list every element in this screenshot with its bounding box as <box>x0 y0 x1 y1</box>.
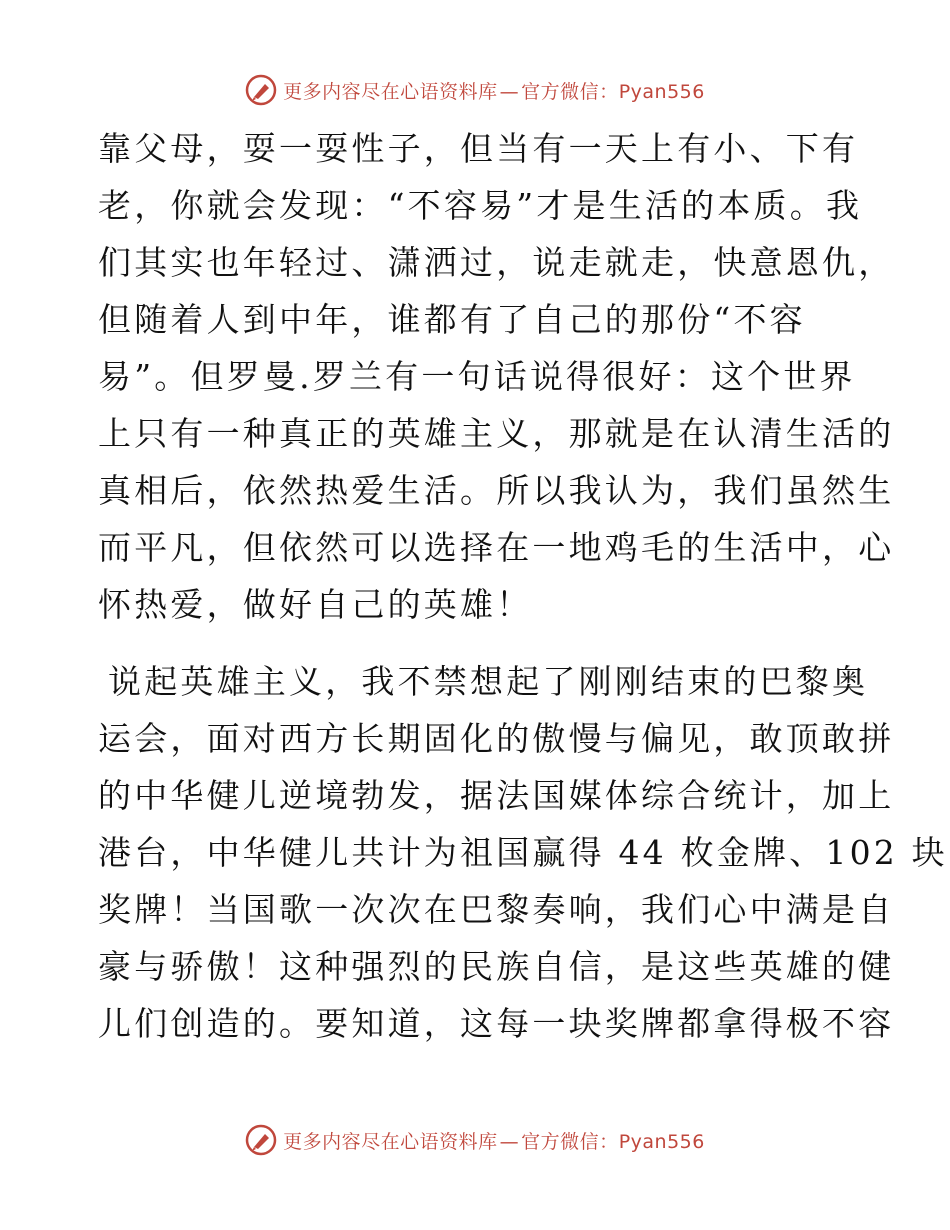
watermark-wechat-id: Pyan556 <box>618 80 705 103</box>
pen-nib-logo-icon <box>245 74 277 106</box>
header-watermark <box>0 70 950 110</box>
text-line: 运会，面对西方长期固化的傲慢与偏见，敢顶敢拼 <box>98 719 895 758</box>
watermark-brand: 更多内容尽在心语资料库 <box>283 1130 498 1153</box>
text-line: 们其实也年轻过、潇洒过，说走就走，快意恩仇， <box>98 243 895 282</box>
text-line: 奖牌！当国歌一次次在巴黎奏响，我们心中满是自 <box>98 890 895 929</box>
text-line: 说起英雄主义，我不禁想起了刚刚结束的巴黎奥 <box>108 662 869 701</box>
text-line: 怀热爱，做好自己的英雄！ <box>98 585 533 624</box>
watermark-dash: — <box>499 80 520 103</box>
text-line: 港台，中华健儿共计为祖国赢得 44 枚金牌、102 块 <box>98 833 948 872</box>
document-body <box>98 120 948 1052</box>
pen-nib-logo-icon <box>245 1124 277 1156</box>
footer-watermark <box>0 1120 950 1160</box>
text-line: 易”。但罗曼.罗兰有一句话说得很好：这个世界 <box>98 357 856 396</box>
watermark-text <box>283 77 705 104</box>
text-line: 的中华健儿逆境勃发，据法国媒体综合统计，加上 <box>98 776 895 815</box>
text-line: 真相后，依然热爱生活。所以我认为，我们虽然生 <box>98 471 895 510</box>
paragraph-2 <box>98 653 948 1052</box>
text-line: 但随着人到中年，谁都有了自己的那份“不容 <box>98 300 806 339</box>
text-line: 而平凡，但依然可以选择在一地鸡毛的生活中，心 <box>98 528 895 567</box>
text-line: 豪与骄傲！这种强烈的民族自信，是这些英雄的健 <box>98 947 895 986</box>
text-line: 儿们创造的。要知道，这每一块奖牌都拿得极不容 <box>98 1004 895 1043</box>
text-line: 靠父母，耍一耍性子，但当有一天上有小、下有 <box>98 129 859 168</box>
watermark-wechat-id: Pyan556 <box>618 1130 705 1153</box>
watermark-dash: — <box>499 1130 520 1153</box>
watermark-text <box>283 1127 705 1154</box>
watermark-brand: 更多内容尽在心语资料库 <box>283 80 498 103</box>
watermark-wechat-label: 官方微信： <box>521 80 619 103</box>
watermark-wechat-label: 官方微信： <box>521 1130 619 1153</box>
paragraph-1 <box>98 120 895 633</box>
text-line: 老，你就会发现：“不容易”才是生活的本质。我 <box>98 186 863 225</box>
text-line: 上只有一种真正的英雄主义，那就是在认清生活的 <box>98 414 895 453</box>
